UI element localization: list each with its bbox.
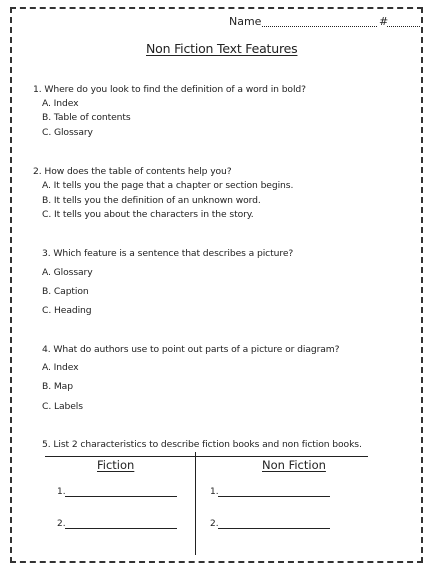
non-fiction-item-1-number: 1. [210,487,219,497]
question-4: 4. What do authors use to point out parts of a picture or diagram? [42,344,340,355]
question-2-option-b[interactable]: B. It tells you the definition of an unknown word. [42,195,261,206]
non-fiction-item-2-number: 2. [210,519,219,529]
t-chart-horizontal-rule [45,456,368,457]
question-1-option-b[interactable]: B. Table of contents [42,112,131,123]
question-4-option-b[interactable]: B. Map [42,381,73,392]
question-2-option-c[interactable]: C. It tells you about the characters in the story. [42,209,254,220]
question-4-option-c[interactable]: C. Labels [42,401,83,412]
fiction-item-2-number: 2. [57,519,66,529]
question-2: 2. How does the table of contents help you? [33,166,232,177]
page-title: Non Fiction Text Features [146,41,298,56]
question-3-option-c[interactable]: C. Heading [42,305,92,316]
fiction-heading: Fiction [97,458,135,472]
non-fiction-item-2-blank[interactable] [218,528,330,529]
question-4-option-a[interactable]: A. Index [42,362,79,373]
question-3: 3. Which feature is a sentence that describes a picture? [42,248,294,259]
question-5: 5. List 2 characteristics to describe fiction books and non fiction books. [42,439,362,450]
question-1: 1. Where do you look to find the definition of a word in bold? [33,84,306,95]
question-3-option-b[interactable]: B. Caption [42,286,89,297]
question-3-option-a[interactable]: A. Glossary [42,267,93,278]
fiction-item-1-number: 1. [57,487,66,497]
name-blank[interactable] [262,26,377,27]
name-label: Name [229,15,262,28]
fiction-item-2-blank[interactable] [65,528,177,529]
question-2-option-a[interactable]: A. It tells you the page that a chapter or section begins. [42,180,294,191]
question-1-option-c[interactable]: C. Glossary [42,127,93,138]
non-fiction-heading: Non Fiction [262,458,326,472]
fiction-item-1-blank[interactable] [65,496,177,497]
question-1-option-a[interactable]: A. Index [42,98,79,109]
number-label: # [379,15,389,28]
number-blank[interactable] [387,26,420,27]
t-chart-vertical-rule [195,452,196,555]
non-fiction-item-1-blank[interactable] [218,496,330,497]
